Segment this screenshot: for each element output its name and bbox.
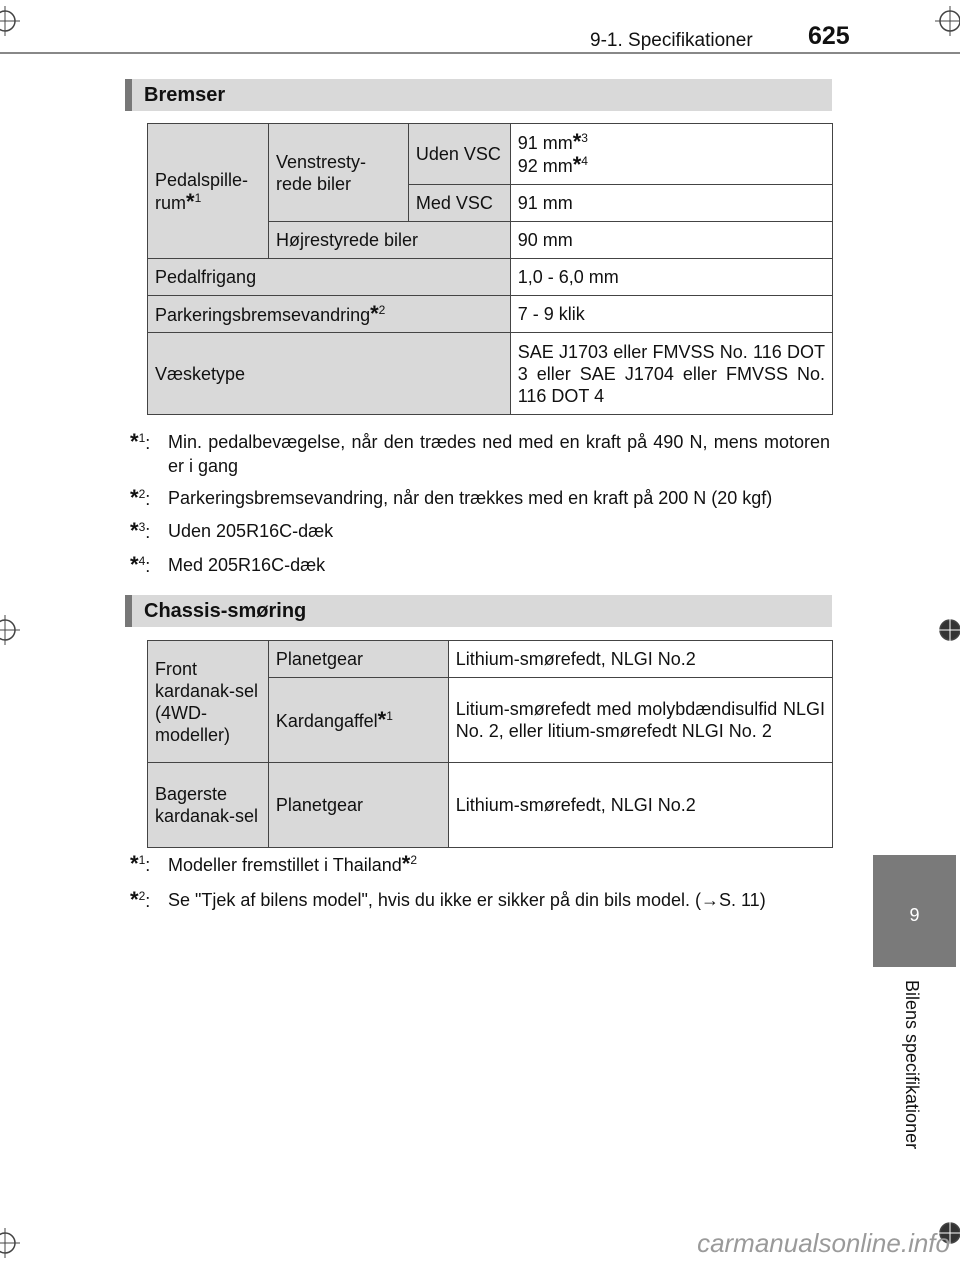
lhd-label: Venstresty-rede biler [268, 124, 408, 222]
rear-axle-label: Bagerste kardanak-sel [148, 763, 269, 848]
front-axle-label: Front kardanak-sel (4WD-modeller) [148, 641, 269, 763]
chassis-table [147, 640, 833, 848]
rear-planetgear-label: Planetgear [268, 763, 448, 848]
rear-planetgear-value: Lithium-smørefedt, NLGI No.2 [448, 763, 832, 848]
chassis-heading-text: Chassis-smøring [144, 600, 307, 622]
pedal-clearance-label: Pedalspille-rum*$^1$ [148, 124, 269, 259]
chassis-footnote: *$^1$: Modeller fremstillet i Thailand*$^2$ [130, 851, 418, 876]
front-planetgear-label: Planetgear [268, 641, 448, 678]
parking-brake-label: Parkeringsbremsevandring*$^2$ [148, 296, 511, 333]
crop-mark-icon [0, 615, 20, 645]
rhd-value: 90 mm [510, 222, 832, 259]
crop-mark-icon [0, 1228, 20, 1258]
crop-mark-icon [0, 6, 20, 36]
free-play-label: Pedalfrigang [148, 259, 511, 296]
section-heading: 9-1. Specifikationer [590, 30, 753, 51]
front-planetgear-value: Lithium-smørefedt, NLGI No.2 [448, 641, 832, 678]
cardan-fork-label: Kardangaffel*$^1$ [268, 678, 448, 763]
fluid-type-label: Væsketype [148, 333, 511, 415]
brake-footnote: *$^2$: Parkeringsbremsevandring, når den trækkes med en kraft på 200 N (20 kgf) [130, 485, 773, 510]
with-vsc-value: 91 mm [510, 185, 832, 222]
no-vsc-label: Uden VSC [408, 124, 510, 185]
header-divider [0, 52, 960, 54]
page-number: 625 [808, 22, 850, 50]
rhd-label: Højrestyrede biler [268, 222, 510, 259]
with-vsc-label: Med VSC [408, 185, 510, 222]
no-vsc-value: 91 mm*$^3$ 92 mm*$^4$ [510, 124, 832, 185]
watermark: carmanualsonline.info [697, 1228, 950, 1258]
chapter-number: 9 [909, 905, 920, 925]
fluid-type-value: SAE J1703 eller FMVSS No. 116 DOT 3 eller SAE J1704 eller FMVSS No. 116 DOT 4 [510, 333, 832, 415]
chapter-label: Bilens specifikationer [902, 980, 922, 1150]
parking-brake-value: 7 - 9 klik [510, 296, 832, 333]
crop-mark-icon [935, 615, 960, 645]
brake-footnote: *$^3$: Uden 205R16C-dæk [130, 518, 334, 543]
crop-mark-icon [935, 6, 960, 36]
free-play-value: 1,0 - 6,0 mm [510, 259, 832, 296]
brake-footnote: *$^4$: Med 205R16C-dæk [130, 552, 326, 577]
chassis-heading [125, 595, 832, 627]
brake-footnote: *$^1$: Min. pedalbevægelse, når den trædes ned med en kraft på 490 N, mens motoren er i gang [130, 429, 830, 476]
cardan-fork-value: Litium-smørefedt med molybdændisulfid NLGI No. 2, eller litium-smørefedt NLGI No. 2 [448, 678, 832, 763]
brakes-heading-text: Bremser [144, 84, 226, 106]
brakes-heading [125, 79, 832, 111]
brakes-table [147, 123, 833, 415]
chassis-footnote: *$^2$: Se "Tjek af bilens model", hvis du ikke er sikker på din bils model. (→S. 11) [130, 887, 766, 912]
